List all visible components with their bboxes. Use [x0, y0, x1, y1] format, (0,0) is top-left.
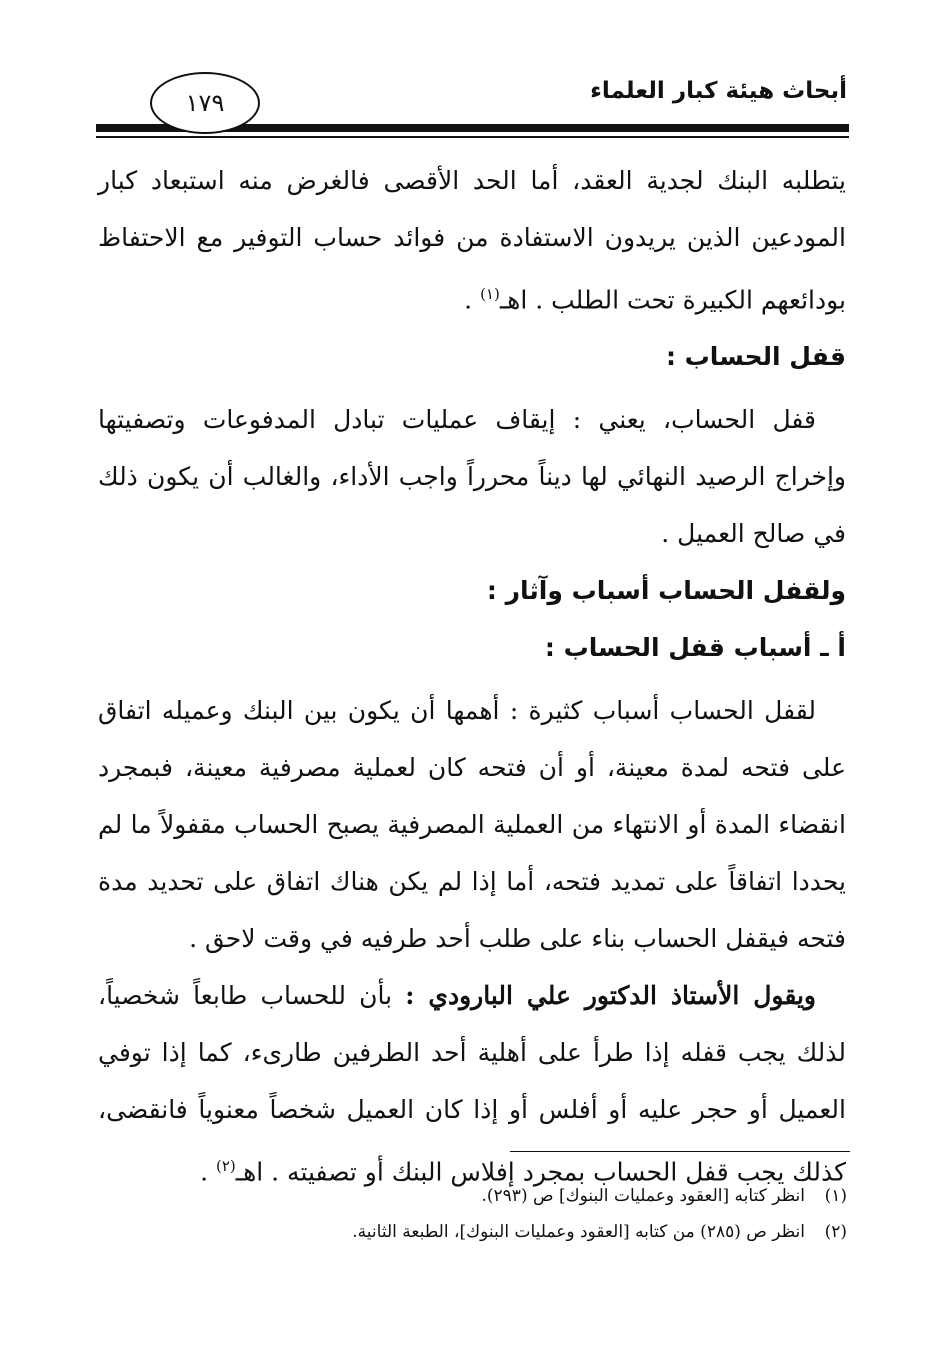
page-number-oval — [150, 72, 260, 134]
paragraph-4-end: . — [200, 1157, 216, 1187]
header-rule-thin — [96, 136, 849, 138]
footnote-2-number: (٢) — [824, 1222, 847, 1242]
footnote-separator — [510, 1151, 850, 1152]
paragraph-4 — [98, 967, 846, 1200]
footnotes — [97, 1178, 847, 1250]
paragraph-1-text: يتطلبه البنك لجدية العقد، أما الحد الأقصى فالغرض منه استبعاد كبار المودعين الذين يريدون الاستفادة من فوائد حساب التوفير مع الاحتفاظ بودائعهم الكبيرة تحت الطلب . اهـ — [98, 166, 846, 315]
footnote-1-number: (١) — [824, 1186, 847, 1206]
running-header-title: أبحاث هيئة كبار العلماء — [590, 78, 847, 104]
footnote-1 — [97, 1178, 847, 1214]
paragraph-3: لقفل الحساب أسباب كثيرة : أهمها أن يكون بين البنك وعميله اتفاق على فتحه لمدة معينة، أو أن فتحه كان لعملية مصرفية معينة، فبمجرد انقضاء المدة أو الانتهاء من العملية المصرفية يصبح الحساب مقفولاً ما لم يحددا اتفاقاً على تمديد فتحه، أما إذا لم يكن هناك اتفاق على تحديد مدة فتحه فيقفل الحساب بناء على طلب أحد طرفيه في وقت لاحق . — [98, 696, 846, 954]
heading-account-closing: قفل الحساب : — [665, 342, 846, 372]
paragraph-1 — [98, 152, 846, 328]
footnote-2-text: انظر ص (٢٨٥) من كتابه [العقود وعمليات البنوك]، الطبعة الثانية. — [352, 1222, 805, 1242]
paragraph-4-text: بأن للحساب طابعاً شخصياً، لذلك يجب قفله إذا طرأ على أهلية أحد الطرفين طارىء، كما إذا توفي العميل أو حجر عليه أو أفلس أو إذا كان العميل شخصاً معنوياً فانقضى، كذلك يجب قفل الحساب بمجرد إفلاس البنك أو تصفيته . اهـ — [98, 981, 846, 1187]
paragraph-4-lead: ويقول الأستاذ الدكتور علي البارودي : — [405, 981, 816, 1011]
heading-reasons: أ ـ أسباب قفل الحساب : — [544, 633, 846, 663]
footnote-2 — [97, 1214, 847, 1250]
footnote-ref-2: (٢) — [215, 1157, 236, 1176]
footnote-ref-1: (١) — [480, 285, 500, 303]
paragraph-2: قفل الحساب، يعني : إيقاف عمليات تبادل المدفوعات وتصفيتها وإخراج الرصيد النهائي لها ديناً محرراً واجب الأداء، والغالب أن يكون ذلك في صالح العميل . — [98, 405, 846, 549]
footnote-1-text: انظر كتابه [العقود وعمليات البنوك] ص (٢٩٣). — [481, 1186, 805, 1206]
page-number: ١٧٩ — [185, 89, 225, 117]
heading-reasons-effects: ولقفل الحساب أسباب وآثار : — [486, 576, 846, 606]
main-text — [98, 152, 846, 1201]
paragraph-1-end: . — [464, 285, 481, 315]
